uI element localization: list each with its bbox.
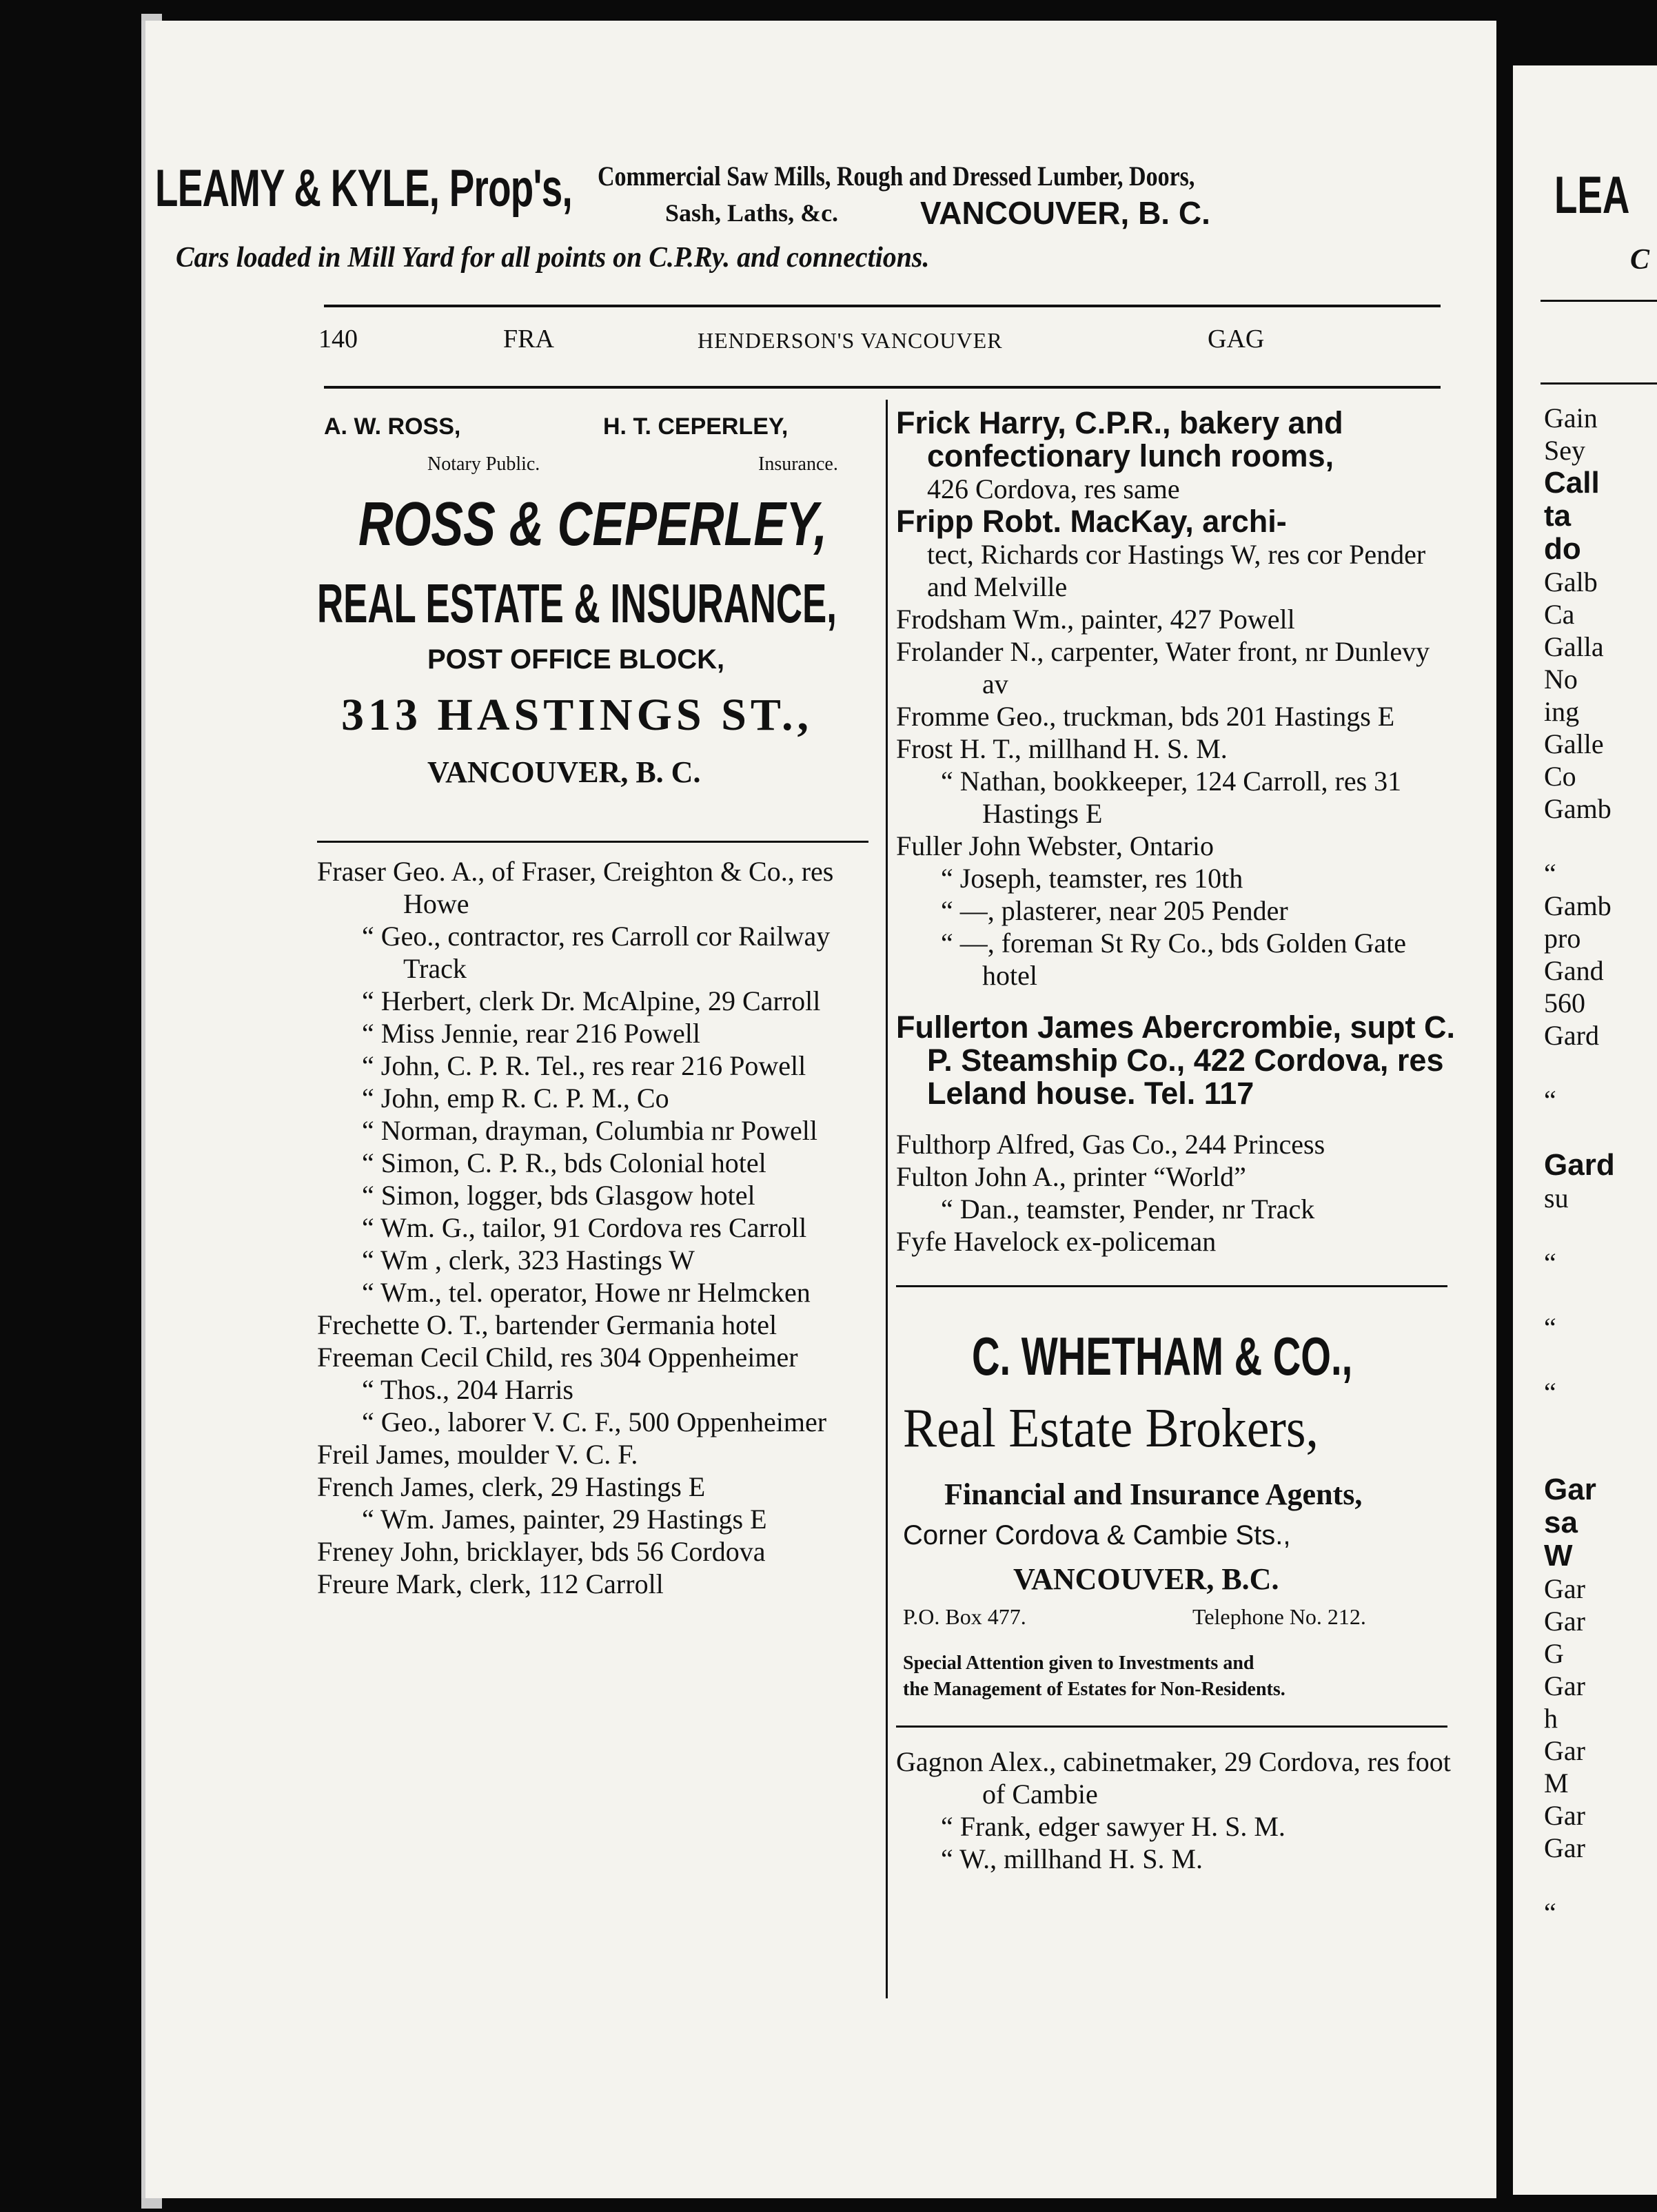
next-page-line: Galb [1544,566,1598,597]
directory-entry: “ John, C. P. R. Tel., res rear 216 Powell [362,1050,806,1081]
directory-entry: “ —, foreman St Ry Co., bds Golden Gate hotel [941,928,1406,991]
ad-agents: Financial and Insurance Agents, [944,1477,1363,1511]
next-page-line: Gar [1544,1800,1585,1831]
next-page-line: Gar [1544,1573,1585,1604]
next-page-line: Sey [1544,435,1585,466]
whetham-advertisement [896,1308,1461,1721]
column-rule [886,400,888,1998]
ad-city: VANCOUVER, B. C. [427,755,701,789]
right-guide-word: GAG [1208,325,1265,354]
next-page-line: “ [1544,858,1556,889]
directory-entry: Frodsham Wm., painter, 427 Powell [896,604,1295,635]
next-page-line: Gain [1544,402,1598,433]
ad-city: VANCOUVER, B.C. [1013,1562,1279,1596]
ad-address: 313 HASTINGS ST., [341,690,813,740]
next-page-line: “ [1544,1897,1556,1928]
next-page-line: Gamb [1544,890,1612,921]
next-page-line: Gamb [1544,793,1612,824]
directory-entry: “ Dan., teamster, Pender, nr Track [941,1194,1315,1225]
next-page-line: h [1544,1703,1558,1734]
next-page-line: Gard [1544,1148,1615,1182]
next-page-line: G [1544,1638,1564,1669]
ad-telephone: Telephone No. 212. [1192,1604,1366,1629]
directory-entry: Gagnon Alex., cabinetmaker, 29 Cordova, res foot of Cambie [896,1746,1451,1810]
directory-entry: “ Geo., contractor, res Carroll cor Railway Track [362,921,831,984]
directory-entry: Fuller John Webster, Ontario [896,830,1214,861]
next-page-fragment [1513,65,1657,2195]
next-page-line [1544,1116,1615,1149]
directory-entry: tect, Richards cor Hastings W, res cor Pender and Melville [927,539,1426,602]
next-page-line [1544,1052,1615,1084]
ad-block: POST OFFICE BLOCK, [427,644,725,675]
next-page-line [1544,1214,1615,1247]
divider [324,386,1441,389]
directory-title: HENDERSON'S VANCOUVER [698,328,1003,353]
next-page-line: “ [1544,1085,1556,1116]
next-page-line: Gar [1544,1473,1596,1506]
directory-entry: Fulton John A., printer “World” [896,1161,1246,1192]
directory-entry: “ John, emp R. C. P. M., Co [362,1083,669,1114]
next-page-line: Gar [1544,1832,1585,1863]
next-page-line: Gar [1544,1735,1585,1766]
directory-entry: “ Joseph, teamster, res 10th [941,863,1243,894]
directory-entry: “ Simon, logger, bds Glasgow hotel [362,1180,755,1211]
ad-tagline: Cars loaded in Mill Yard for all points on C.P.Ry. and connections. [176,242,930,274]
right-entry-list-c [896,1745,1461,1875]
divider [1541,300,1657,302]
right-column [896,407,1461,1875]
next-page-line: su [1544,1182,1569,1213]
next-page-line: Call [1544,466,1600,500]
divider [896,1285,1447,1287]
next-page-line: “ [1544,1377,1556,1408]
right-entry-list-a [896,407,1461,992]
ad-firm-name: LEAMY & KYLE, Prop's, [155,159,572,218]
ad-description-line1: Commercial Saw Mills, Rough and Dressed Lumber, Doors, [598,161,1195,192]
directory-entry: Frolander N., carpenter, Water front, nr Dunlevy av [896,636,1430,699]
directory-entry: “ Herbert, clerk Dr. McAlpine, 29 Carroll [362,985,821,1016]
ad-partner-name: H. T. CEPERLEY, [603,413,789,440]
ad-partner-name: A. W. ROSS, [324,413,461,440]
divider [324,305,1441,307]
next-page-line: Gar [1544,1670,1585,1701]
ad-firm-name: C. WHETHAM & CO., [972,1326,1353,1386]
next-page-line [1544,825,1615,857]
directory-entry: Frost H. T., millhand H. S. M. [896,733,1228,764]
directory-entry: Freeman Cecil Child, res 304 Oppenheimer [317,1342,798,1373]
directory-entry: Fulthorp Alfred, Gas Co., 244 Princess [896,1129,1325,1160]
ad-business: Real Estate Brokers, [903,1398,1319,1459]
next-page-line: Co [1544,761,1576,792]
directory-entry: “ Miss Jennie, rear 216 Powell [362,1018,701,1049]
running-header [160,324,1442,365]
ad-partner-title: Insurance. [758,453,838,475]
ad-special-line1: Special Attention given to Investments and [903,1652,1254,1674]
directory-entry: Fripp Robt. MacKay, archi- [896,504,1287,539]
right-entry-list-b [896,1128,1461,1258]
next-page-line: Gard [1544,1020,1599,1051]
next-page-line: Galle [1544,728,1604,759]
next-page-line [1544,1344,1615,1376]
top-advertisement [155,145,1327,296]
directory-entry: “ —, plasterer, near 205 Pender [941,895,1288,926]
next-page-line [1544,1441,1615,1473]
directory-entry: “ Norman, drayman, Columbia nr Powell [362,1115,817,1146]
next-page-line: W [1544,1539,1573,1573]
ad-city: VANCOUVER, B. C. [920,195,1210,231]
directory-entry: “ W., millhand H. S. M. [941,1843,1203,1874]
directory-entry: “ Wm , clerk, 323 Hastings W [362,1245,695,1276]
next-page-line: “ [1544,1312,1556,1343]
directory-entry: Freney John, bricklayer, bds 56 Cordova [317,1536,766,1567]
next-page-line: do [1544,532,1581,566]
ad-po-box: P.O. Box 477. [903,1604,1026,1629]
directory-entry: Frechette O. T., bartender Germania hotel [317,1309,777,1340]
ad-corner: Corner Cordova & Cambie Sts., [903,1520,1291,1550]
directory-entry: Freure Mark, clerk, 112 Carroll [317,1568,664,1599]
next-page-subheader: C [1630,244,1650,276]
directory-entry: “ Wm., tel. operator, Howe nr Helmcken [362,1277,811,1308]
left-guide-word: FRA [503,325,554,354]
directory-entry: “ Thos., 204 Harris [362,1374,573,1405]
directory-entry: “ Nathan, bookkeeper, 124 Carroll, res 31 Hastings E [941,766,1402,829]
next-page-header: LEA [1554,166,1630,225]
divider [896,1725,1447,1728]
left-column [317,407,882,1600]
ad-partner-title: Notary Public. [427,453,540,475]
directory-entry: 426 Cordova, res same [927,473,1180,504]
next-page-line [1544,1279,1615,1311]
directory-entry: “ Wm. James, painter, 29 Hastings E [362,1504,767,1535]
next-page-line: 560 [1544,987,1585,1018]
divider [1541,382,1657,385]
directory-entry: “ Simon, C. P. R., bds Colonial hotel [362,1147,766,1178]
next-page-line: pro [1544,923,1581,954]
next-page-lines [1544,402,1615,1929]
next-page-line [1544,1864,1615,1896]
left-entry-list [317,855,882,1600]
next-page-line: Gar [1544,1606,1585,1637]
next-page-line: M [1544,1768,1569,1799]
directory-entry: Fromme Geo., truckman, bds 201 Hastings E [896,701,1395,732]
next-page-line: Gand [1544,955,1604,986]
next-page-line [1544,1409,1615,1441]
next-page-line: ing [1544,696,1580,727]
next-page-line: sa [1544,1506,1578,1539]
next-page-line: “ [1544,1247,1556,1278]
ad-description-line2: Sash, Laths, &c. [665,199,839,227]
directory-entry: Fraser Geo. A., of Fraser, Creighton & Co., res Howe [317,856,834,919]
divider [317,841,868,843]
ad-business: REAL ESTATE & INSURANCE, [317,573,837,634]
fullerton-entry: Fullerton James Abercrombie, supt C. P. Steamship Co., 422 Cordova, res Leland house. Tel. 117 [896,1010,1456,1111]
next-page-line: Ca [1544,599,1575,630]
directory-entry: “ Wm. G., tailor, 91 Cordova res Carroll [362,1212,807,1243]
directory-entry: Freil James, moulder V. C. F. [317,1439,638,1470]
directory-entry: “ Frank, edger sawyer H. S. M. [941,1811,1285,1842]
ross-ceperley-advertisement [317,407,882,827]
page-number: 140 [318,325,358,354]
directory-entry: “ Geo., laborer V. C. F., 500 Oppenheimer [362,1406,827,1437]
directory-entry: Frick Harry, C.P.R., bakery and confectionary lunch rooms, [896,405,1343,473]
ad-special-line2: the Management of Estates for Non-Residents. [903,1679,1285,1700]
directory-entry: French James, clerk, 29 Hastings E [317,1471,706,1502]
next-page-line: No [1544,664,1578,695]
directory-entry: Fyfe Havelock ex-policeman [896,1226,1217,1257]
next-page-line: ta [1544,499,1572,533]
ad-firm-name: ROSS & CEPERLEY, [358,490,828,559]
next-page-line: Galla [1544,631,1604,662]
